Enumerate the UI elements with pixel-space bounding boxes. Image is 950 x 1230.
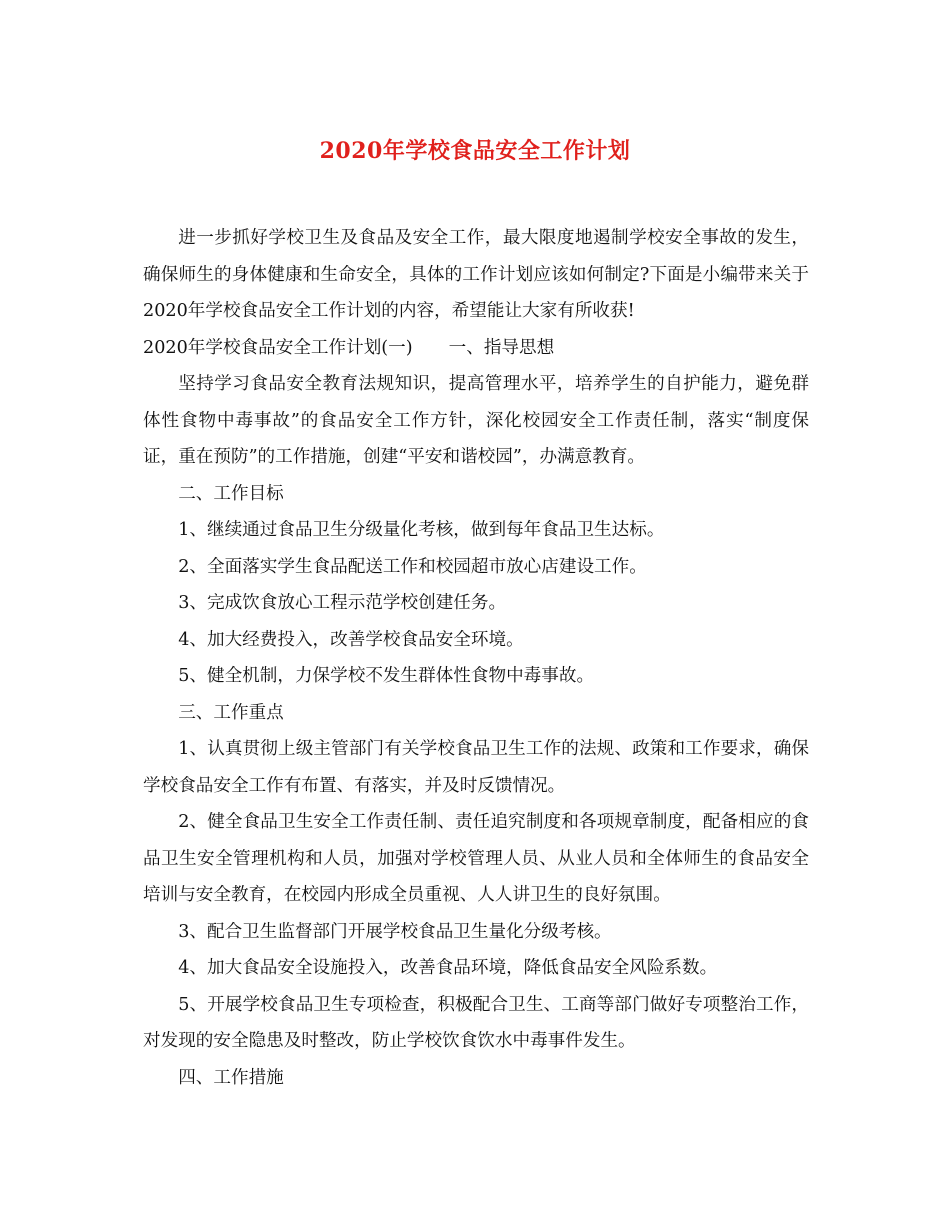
goal-item: 5、健全机制，力保学校不发生群体性食物中毒事故。	[178, 666, 595, 686]
intro-paragraph: 进一步抓好学校卫生及食品及安全工作，最大限度地遏制学校安全事故的发生，确保师生的身体健康和生命安全，具体的工作计划应该如何制定?下面是小编带来关于2020年学校食品安全工作计划的内容，希望能让大家有所收获!	[143, 228, 809, 321]
section-heading-line	[143, 330, 809, 367]
focus-item: 4、加大食品安全设施投入，改善食品环境，降低食品安全风险系数。	[178, 958, 718, 978]
goal-item: 3、完成饮食放心工程示范学校创建任务。	[178, 593, 507, 613]
part-title: 2020年学校食品安全工作计划(一)	[143, 337, 413, 358]
section-heading-focus: 三、工作重点	[178, 702, 284, 723]
goal-item: 1、继续通过食品卫生分级量化考核，做到每年食品卫生达标。	[178, 520, 665, 540]
goal-item: 2、全面落实学生食品配送工作和校园超市放心店建设工作。	[178, 556, 647, 577]
section-heading-guiding: 一、指导思想	[448, 337, 555, 358]
section-heading-measures: 四、工作措施	[178, 1067, 284, 1088]
goal-item: 4、加大经费投入，改善学校食品安全环境。	[178, 629, 524, 650]
guiding-paragraph: 坚持学习食品安全教育法规知识，提高管理水平，培养学生的自护能力，避免群体性食物中毒事故”的食品安全工作方针，深化校园安全工作责任制，落实“制度保证，重在预防”的工作措施，创建“平安和谐校园”，办满意教育。	[143, 374, 809, 467]
document-body	[143, 220, 809, 1096]
focus-item: 3、配合卫生监督部门开展学校食品卫生量化分级考核。	[178, 921, 612, 942]
focus-item: 1、认真贯彻上级主管部门有关学校食品卫生工作的法规、政策和工作要求，确保学校食品安全工作有布置、有落实，并及时反馈情况。	[143, 739, 809, 796]
section-heading-goals: 二、工作目标	[178, 483, 284, 504]
document-title: 2020年学校食品安全工作计划	[319, 138, 631, 164]
focus-item: 2、健全食品卫生安全工作责任制、责任追究制度和各项规章制度，配备相应的食品卫生安全管理机构和人员，加强对学校管理人员、从业人员和全体师生的食品安全培训与安全教育，在校园内形成全员重视、人人讲卫生的良好氛围。	[143, 812, 809, 905]
focus-item: 5、开展学校食品卫生专项检查，积极配合卫生、工商等部门做好专项整治工作，对发现的安全隐患及时整改，防止学校饮食饮水中毒事件发生。	[143, 994, 809, 1051]
